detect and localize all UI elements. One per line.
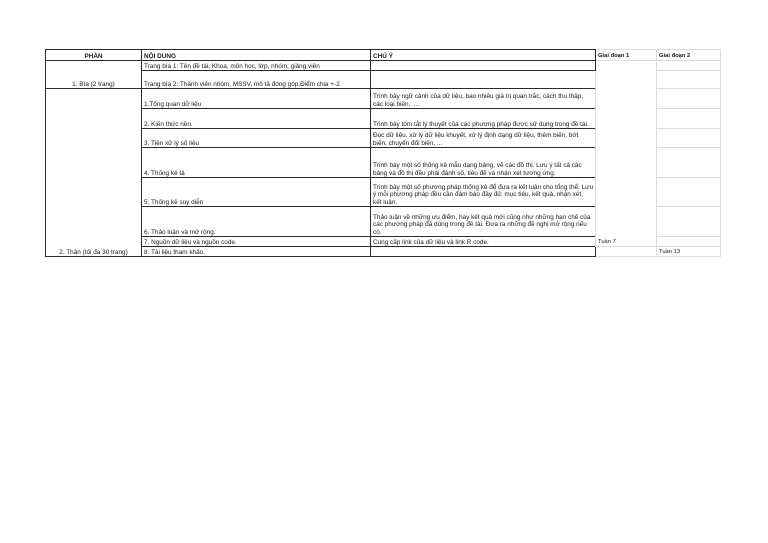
header-stage2: Giai đoạn 2 <box>657 50 721 61</box>
note-cell: Cung cấp link của dữ liệu và link R code. <box>371 237 596 247</box>
stage2-cell <box>657 129 721 148</box>
note-cell <box>371 71 596 89</box>
table-row <box>46 61 721 71</box>
part-body: 2. Thân (tối đa 30 trang) <box>46 89 142 257</box>
stage1-cell: Tuần 7 <box>596 61 657 247</box>
stage2-cell <box>657 89 721 109</box>
content-cell: 3. Tiền xử lý số liệu <box>142 129 371 148</box>
spreadsheet <box>45 49 721 257</box>
header-stage1: Giai đoạn 1 <box>596 50 657 61</box>
note-cell: Thảo luận về những ưu điểm, hay kết quả mới cũng như những hạn chế của các phương pháp đã dùng trong đề tài. Đưa ra những đề nghị mở rộng nếu có. <box>371 207 596 237</box>
stage2-cell <box>657 148 721 178</box>
content-cell: 7. Nguồn dữ liệu và nguồn code. <box>142 237 371 247</box>
note-cell: Trình bày tóm tắt lý thuyết của các phương pháp được sử dụng trong đề tài. <box>371 109 596 129</box>
note-cell <box>371 61 596 71</box>
stage2-cell <box>657 207 721 237</box>
stage2-cell: Tuần 13 <box>657 247 721 257</box>
content-cell: 1.Tổng quan dữ liệu <box>142 89 371 109</box>
note-cell: Đọc dữ liệu, xử lý dữ liệu khuyết, xử lý định dạng dữ liệu, thêm biến, bớt biến, chuyển đổi biến, ... <box>371 129 596 148</box>
content-cell: Trang bìa 2: Thành viên nhóm, MSSV, mô tả đóng góp,Điểm chia +-2 <box>142 71 371 89</box>
stage2-cell <box>657 109 721 129</box>
note-cell <box>371 247 596 257</box>
stage2-cell <box>657 178 721 207</box>
part-cover: 1: Bìa (2 trang) <box>46 61 142 89</box>
content-cell: 4. Thống kê tả <box>142 148 371 178</box>
header-row <box>46 50 721 61</box>
content-cell: 8. Tài liệu tham khảo. <box>142 247 371 257</box>
header-content: NỘI DUNG <box>142 50 371 61</box>
content-cell: Trang bìa 1: Tên đề tài, Khoa, môn học, lớp, nhóm, giảng viên <box>142 61 371 71</box>
content-cell: 2. Kiến thức nền. <box>142 109 371 129</box>
header-part: PHẦN <box>46 50 142 61</box>
note-cell: Trình bày một số phương pháp thống kê để đưa ra kết luận cho tổng thể. Lưu ý mỗi phương pháp đều cần đảm bảo đầy đủ: mục tiêu, kết quả, nhận xét, kết luận. <box>371 178 596 207</box>
stage2-cell <box>657 237 721 247</box>
table-row <box>46 247 721 257</box>
stage2-cell <box>657 61 721 71</box>
note-cell: Trình bày ngữ cảnh của dữ liệu, bao nhiêu giá trị quan trắc, cách thu thập, các loại biến, .... <box>371 89 596 109</box>
stage1-empty-cell <box>596 247 657 257</box>
report-outline-table <box>45 49 721 257</box>
content-cell: 5. Thống kê suy diễn <box>142 178 371 207</box>
note-cell: Trình bày một số thống kê mẫu dạng bảng, vẽ các đồ thị. Lưu ý tất cả các bảng và đồ thị đều phải đánh số, tiêu đề và nhận xét tương ứng. <box>371 148 596 178</box>
stage2-cell <box>657 71 721 89</box>
content-cell: 6. Thảo luận và mở rộng. <box>142 207 371 237</box>
header-note: CHÚ Ý <box>371 50 596 61</box>
